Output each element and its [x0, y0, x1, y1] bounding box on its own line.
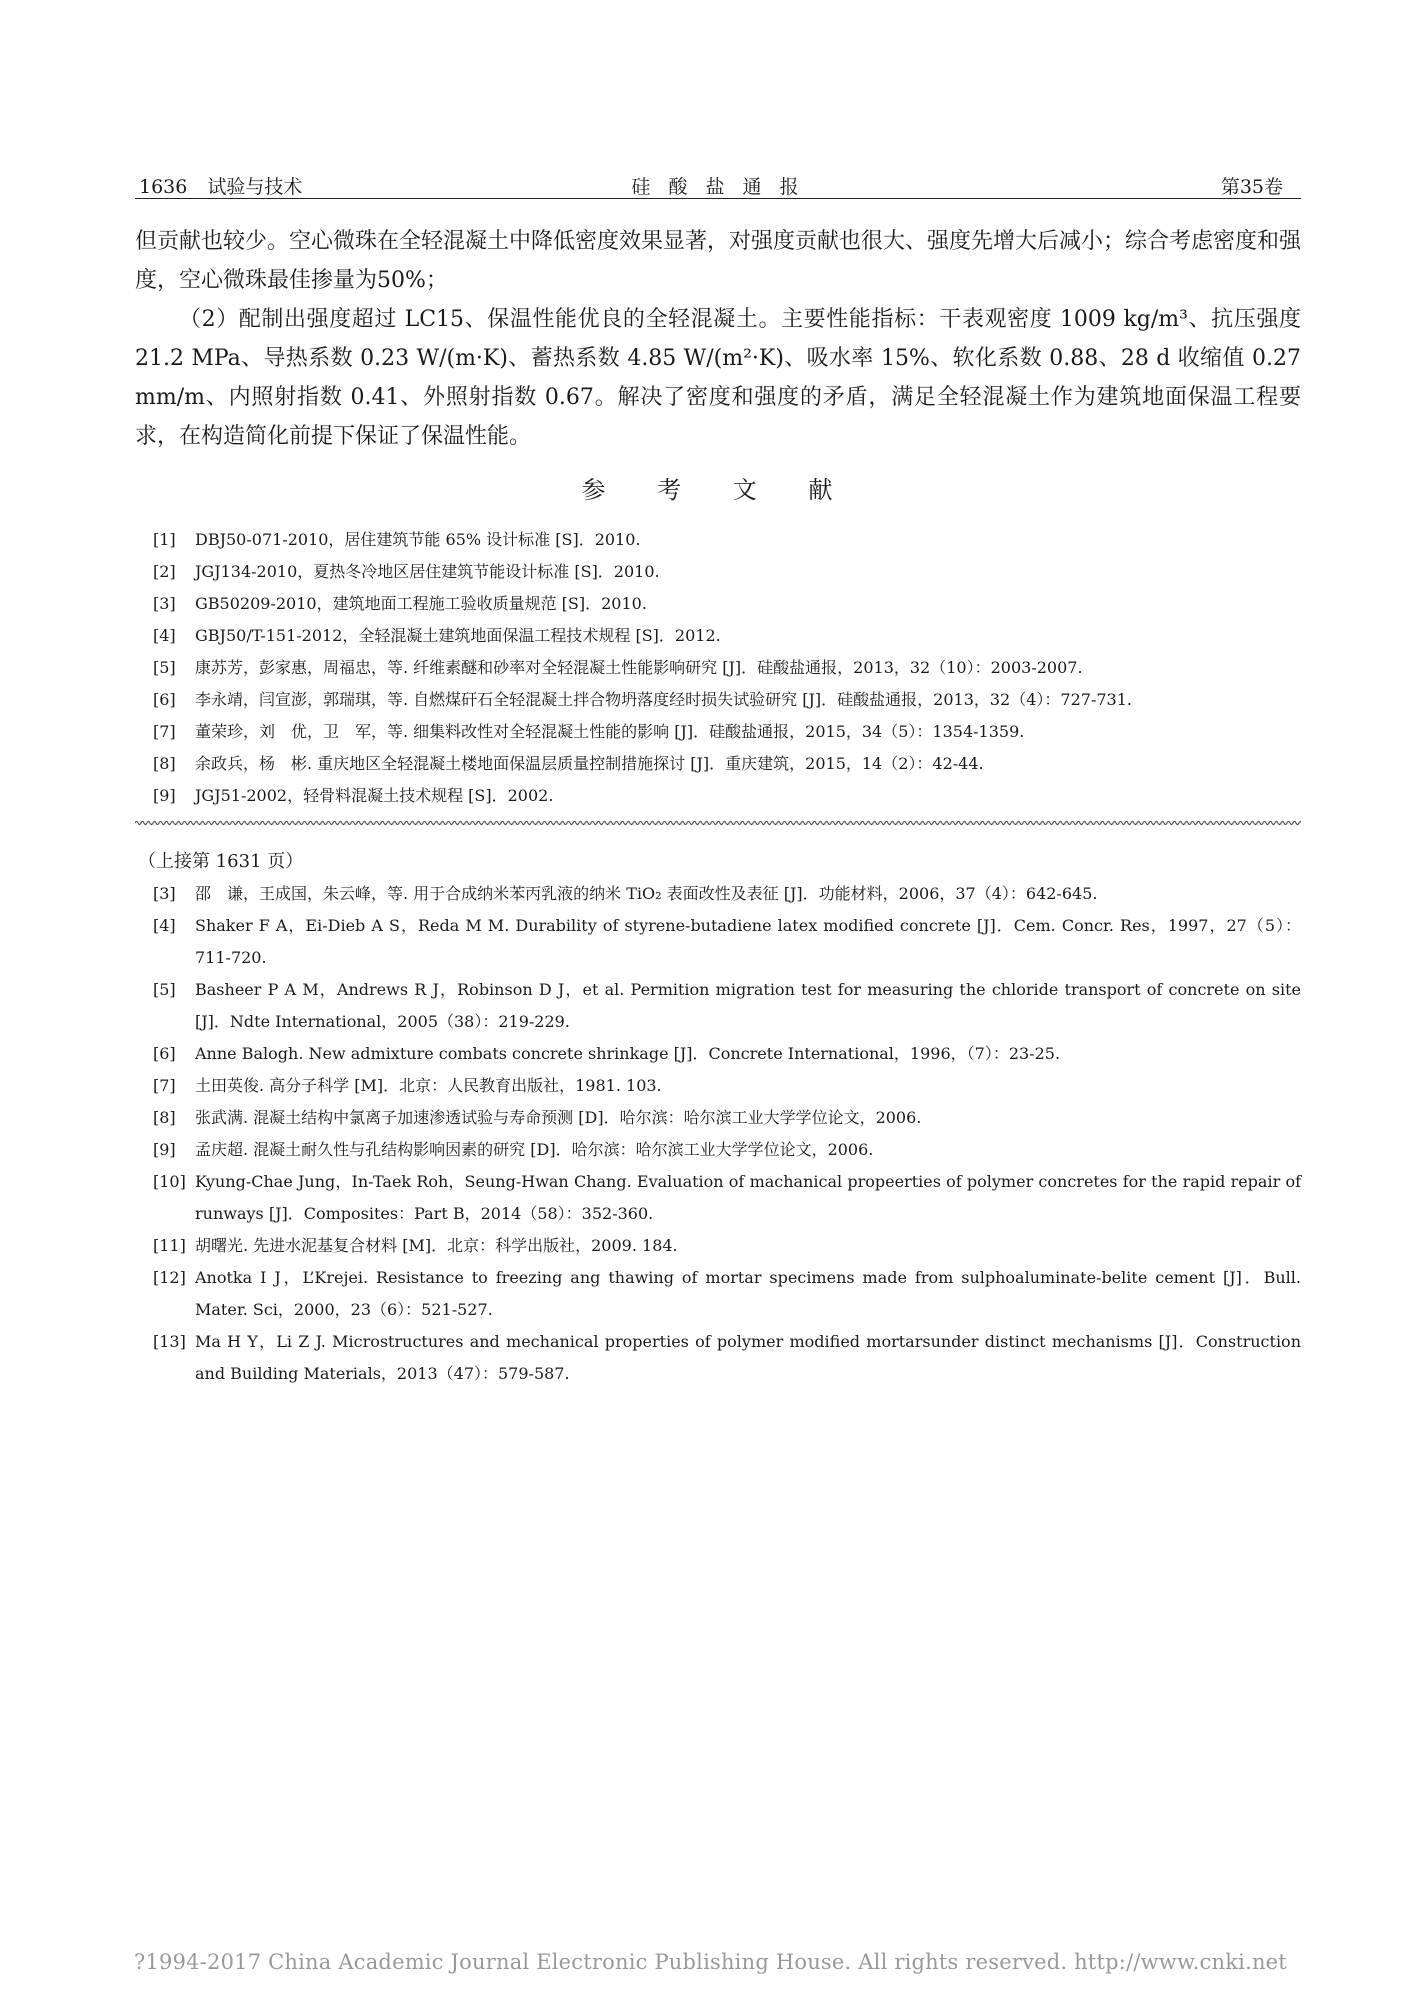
reference-number: [4] — [153, 626, 176, 645]
reference-text: DBJ50-071-2010，居住建筑节能 65% 设计标准 [S]．2010. — [195, 530, 641, 549]
reference-number: [9] — [153, 786, 176, 805]
reference-number: [6] — [153, 1044, 176, 1063]
reference-item — [135, 910, 1301, 974]
reference-text: JGJ134-2010，夏热冬冷地区居住建筑节能设计标准 [S]．2010. — [195, 562, 660, 581]
reference-item — [135, 684, 1301, 716]
reference-item — [135, 1038, 1301, 1070]
reference-text: 董荣珍，刘 优，卫 军，等. 细集料改性对全轻混凝土性能的影响 [J]．硅酸盐通报，2015，34（5）：1354-1359. — [195, 722, 1025, 741]
section-name: 试验与技术 — [207, 176, 303, 198]
reference-number: [5] — [153, 658, 176, 677]
reference-number: [12] — [153, 1268, 186, 1287]
reference-item — [135, 524, 1301, 556]
reference-item — [135, 1134, 1301, 1166]
reference-text: GBJ50/T-151-2012，全轻混凝土建筑地面保温工程技术规程 [S]．2012. — [195, 626, 721, 645]
reference-text: 李永靖，闫宣澎，郭瑞琪，等. 自燃煤矸石全轻混凝土拌合物坍落度经时损失试验研究 [J]．硅酸盐通报，2013，32（4）：727-731. — [195, 690, 1132, 709]
page-number: 1636 — [139, 176, 188, 198]
page-header — [135, 172, 1301, 199]
reference-item — [135, 620, 1301, 652]
paragraph-1: 但贡献也较少。空心微珠在全轻混凝土中降低密度效果显著，对强度贡献也很大、强度先增大后减小；综合考虑密度和强度，空心微珠最佳掺量为50%； — [135, 229, 1302, 293]
copyright-footer: ?1994-2017 China Academic Journal Electronic Publishing House. All rights reserved. http://www.cnki.net — [134, 1950, 1287, 1974]
reference-number: [3] — [153, 884, 176, 903]
reference-item — [135, 1230, 1301, 1262]
reference-item — [135, 780, 1301, 812]
reference-item — [135, 556, 1301, 588]
reference-item — [135, 716, 1301, 748]
reference-number: [2] — [153, 562, 176, 581]
reference-number: [9] — [153, 1140, 176, 1159]
conclusion-text — [135, 222, 1301, 456]
reference-number: [11] — [153, 1236, 186, 1255]
references-list — [135, 524, 1301, 812]
reference-text: 土田英俊. 高分子科学 [M]．北京：人民教育出版社，1981. 103. — [195, 1076, 662, 1095]
reference-item — [135, 878, 1301, 910]
volume-label: 第35卷 — [1220, 176, 1283, 198]
continued-from-label: （上接第 1631 页） — [138, 851, 304, 872]
reference-number: [3] — [153, 594, 176, 613]
reference-text: 胡曙光. 先进水泥基复合材料 [M]．北京：科学出版社，2009. 184. — [195, 1236, 678, 1255]
reference-item — [135, 974, 1301, 1038]
continued-references-list — [135, 878, 1301, 1390]
reference-text: 孟庆超. 混凝土耐久性与孔结构影响因素的研究 [D]．哈尔滨：哈尔滨工业大学学位论文，2006. — [195, 1140, 874, 1159]
reference-text: 余政兵，杨 彬. 重庆地区全轻混凝土楼地面保温层质量控制措施探讨 [J]．重庆建筑，2015，14（2）：42-44. — [195, 754, 984, 773]
reference-text: Basheer P A M，Andrews R J，Robinson D J，et al. Permition migration test for measuring the chloride transport of concrete on site [J]．Ndte International，2005（38）：219-229. — [195, 980, 1301, 1031]
reference-text: 邵 谦，王成国，朱云峰，等. 用于合成纳米苯丙乳液的纳米 TiO₂ 表面改性及表征 [J]．功能材料，2006，37（4）：642-645. — [195, 884, 1098, 903]
reference-number: [8] — [153, 754, 176, 773]
journal-name: 硅 酸 盐 通 报 — [631, 176, 805, 198]
reference-text: Anotka I J，L’Krejei. Resistance to freezing ang thawing of mortar specimens made from sulphoaluminate-belite cement [J]．Bull. Mater. Sci，2000，23（6）：521-527. — [195, 1268, 1301, 1319]
reference-text: Kyung-Chae Jung，In-Taek Roh，Seung-Hwan Chang. Evaluation of machanical propeerties of polymer concretes for the rapid repair of runways [J]．Composites：Part B，2014（58）：352-360. — [195, 1172, 1301, 1223]
reference-text: JGJ51-2002，轻骨料混凝土技术规程 [S]．2002. — [195, 786, 554, 805]
reference-number: [4] — [153, 916, 176, 935]
reference-text: 康苏芳，彭家惠，周福忠，等. 纤维素醚和砂率对全轻混凝土性能影响研究 [J]．硅酸盐通报，2013，32（10）：2003-2007. — [195, 658, 1083, 677]
reference-item — [135, 1102, 1301, 1134]
reference-text: 张武满. 混凝土结构中氯离子加速渗透试验与寿命预测 [D]．哈尔滨：哈尔滨工业大学学位论文，2006. — [195, 1108, 922, 1127]
reference-number: [7] — [153, 1076, 176, 1095]
reference-number: [5] — [153, 980, 176, 999]
reference-item — [135, 748, 1301, 780]
reference-item — [135, 652, 1301, 684]
wavy-divider — [135, 818, 1301, 828]
reference-text: GB50209-2010，建筑地面工程施工验收质量规范 [S]．2010. — [195, 594, 647, 613]
references-title: 参 考 文 献 — [581, 476, 855, 504]
reference-number: [1] — [153, 530, 176, 549]
reference-item — [135, 1070, 1301, 1102]
reference-number: [13] — [153, 1332, 186, 1351]
reference-item — [135, 1326, 1301, 1390]
reference-text: Ma H Y，Li Z J. Microstructures and mechanical properties of polymer modified mortarsunder distinct mechanisms [J]．Construction and Building Materials，2013（47）：579-587. — [195, 1332, 1301, 1383]
paragraph-2: （2）配制出强度超过 LC15、保温性能优良的全轻混凝土。主要性能指标：干表观密度 1009 kg/m³、抗压强度 21.2 MPa、导热系数 0.23 W/(m·K)、蓄热系数 4.85 W/(m²·K)、吸水率 15%、软化系数 0.88、28 d 收缩值 0.27 mm/m、内照射指数 0.41、外照射指数 0.67。解决了密度和强度的矛盾，满足全轻混凝土作为建筑地面保温工程要求，在构造简化前提下保证了保温性能。 — [135, 307, 1301, 449]
reference-text: Shaker F A，Ei-Dieb A S，Reda M M. Durability of styrene-butadiene latex modified concrete [J]．Cem. Concr. Res，1997，27（5）：711-720. — [195, 916, 1301, 967]
reference-item — [135, 588, 1301, 620]
reference-number: [6] — [153, 690, 176, 709]
reference-item — [135, 1262, 1301, 1326]
reference-number: [7] — [153, 722, 176, 741]
reference-number: [8] — [153, 1108, 176, 1127]
reference-text: Anne Balogh. New admixture combats concrete shrinkage [J]．Concrete International，1996，（7）：23-25. — [195, 1044, 1061, 1063]
reference-item — [135, 1166, 1301, 1230]
reference-number: [10] — [153, 1172, 186, 1191]
